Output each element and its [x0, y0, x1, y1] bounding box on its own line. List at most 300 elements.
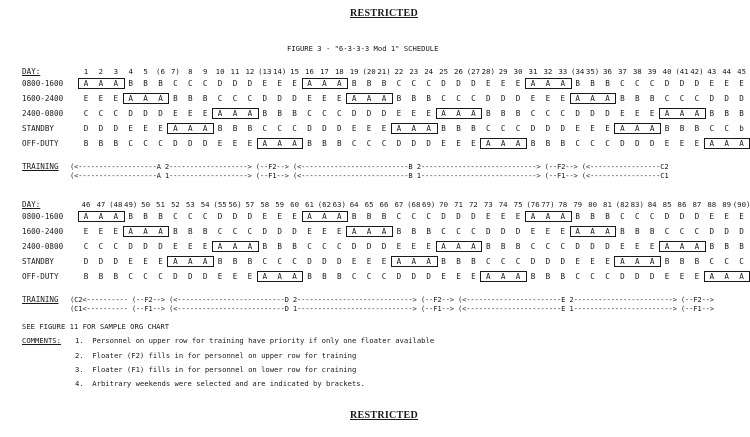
shift-cell: A — [560, 79, 566, 88]
shift-cell: A — [83, 79, 89, 88]
shift-cell: C — [277, 257, 282, 266]
shift-cell: E — [441, 272, 446, 281]
shift-cell: B — [575, 79, 580, 88]
shift-cell: E — [98, 94, 104, 103]
shift-cell: A — [605, 227, 610, 236]
shift-cell: E — [486, 212, 491, 221]
shift-cell: C — [649, 79, 655, 88]
shift-cell: B — [113, 272, 119, 281]
shift-cell: A — [232, 242, 238, 251]
shift-cell: E — [173, 242, 178, 251]
shift-cell: C — [143, 139, 148, 148]
shift-cell: B — [217, 257, 223, 266]
shift-cell: C — [128, 272, 133, 281]
figure-title: FIGURE 3 - "6-3-3-3 Mod 1" SCHEDULE — [287, 44, 439, 53]
shift-cell: B — [605, 79, 610, 88]
shift-cell: D — [158, 242, 163, 251]
bracket-box — [525, 211, 572, 222]
shift-cell: E — [635, 242, 640, 251]
shift-cell: D — [247, 212, 253, 221]
comment-4: 4. Arbitrary weekends were selected and are indicated by brackets. — [75, 379, 365, 388]
shift-cell: A — [709, 272, 715, 281]
shift-cell: C — [709, 124, 715, 133]
shift-cell: C — [560, 242, 566, 251]
day-number: 3 — [113, 67, 119, 76]
shift-cell: D — [635, 139, 640, 148]
shift-cell: A — [202, 257, 208, 266]
shift-cell: B — [158, 79, 163, 88]
shift-cell: A — [679, 242, 685, 251]
shift-cell: B — [396, 94, 402, 103]
day-number: 7) — [170, 67, 180, 76]
day-number: 77) — [541, 200, 555, 209]
shift-row-label: STANDBY — [22, 257, 55, 266]
shift-cell: A — [247, 242, 253, 251]
shift-cell: B — [441, 124, 446, 133]
shift-cell: A — [739, 139, 744, 148]
shift-cell: D — [471, 212, 476, 221]
shift-cell: A — [158, 94, 163, 103]
bracket-box — [167, 256, 214, 267]
bracket-box — [123, 93, 170, 104]
shift-cell: D — [396, 272, 402, 281]
day-number: 36 — [603, 67, 612, 76]
shift-cell: A — [545, 79, 551, 88]
shift-cell: A — [500, 272, 506, 281]
shift-cell: A — [98, 79, 104, 88]
shift-cell: E — [98, 227, 104, 236]
shift-cell: D — [277, 94, 282, 103]
day-number: 54 — [200, 200, 210, 209]
shift-cell: D — [486, 94, 491, 103]
shift-cell: A — [590, 227, 595, 236]
shift-cell: A — [486, 139, 491, 148]
shift-cell: B — [322, 272, 327, 281]
day-number: 49) — [124, 200, 138, 209]
shift-cell: C — [247, 227, 253, 236]
shift-cell: A — [635, 124, 640, 133]
day-number: (41 — [675, 67, 689, 76]
shift-cell: C — [456, 227, 461, 236]
shift-cell: B — [128, 79, 133, 88]
day-number: 1 — [83, 67, 89, 76]
shift-cell: B — [530, 272, 536, 281]
shift-cell: A — [411, 124, 417, 133]
shift-cell: A — [98, 212, 104, 221]
shift-cell: A — [694, 109, 700, 118]
shift-cell: C — [426, 212, 431, 221]
shift-cell: B — [292, 242, 297, 251]
shift-cell: D — [411, 272, 417, 281]
shift-cell: E — [679, 139, 685, 148]
bracket-box — [704, 271, 750, 282]
shift-cell: C — [366, 139, 372, 148]
shift-cell: B — [411, 94, 417, 103]
shift-cell: D — [396, 139, 402, 148]
day-number: 86 — [677, 200, 687, 209]
shift-cell: E — [724, 79, 729, 88]
shift-cell: B — [620, 227, 625, 236]
shift-cell: A — [635, 257, 640, 266]
shift-cell: B — [366, 79, 372, 88]
shift-cell: C — [515, 257, 521, 266]
shift-cell: D — [292, 227, 297, 236]
shift-cell: A — [217, 109, 223, 118]
shift-cell: B — [83, 272, 89, 281]
shift-cell: A — [158, 227, 163, 236]
shift-row-label: 1600-2400 — [22, 227, 64, 236]
shift-cell: D — [500, 227, 506, 236]
bracket-box — [570, 93, 617, 104]
shift-row-label: 1600-2400 — [22, 94, 64, 103]
day-number: 88 — [707, 200, 717, 209]
shift-cell: A — [337, 212, 342, 221]
day-number: (6 — [156, 67, 165, 76]
shift-cell: E — [411, 109, 417, 118]
day-number: 57 — [245, 200, 255, 209]
training-line: (C2<---------- (--F2--> (<--------------------------D 2----------------------------> (--F2--> (<-----------------------E 2------------------------> (--F2--> — [70, 295, 714, 304]
shift-cell: E — [292, 212, 297, 221]
shift-cell: C — [590, 272, 595, 281]
shift-cell: C — [590, 139, 595, 148]
day-number: (90) — [732, 200, 750, 209]
shift-cell: D — [98, 124, 104, 133]
shift-cell: C — [486, 257, 491, 266]
shift-cell: D — [128, 242, 133, 251]
shift-row-label: 2400-0800 — [22, 109, 64, 118]
shift-cell: C — [202, 212, 208, 221]
day-number: 60 — [290, 200, 300, 209]
shift-cell: C — [500, 257, 506, 266]
day-number: 10 — [215, 67, 225, 76]
shift-cell: C — [188, 212, 193, 221]
shift-cell: E — [202, 109, 208, 118]
day-number: 63) — [332, 200, 346, 209]
shift-cell: E — [232, 272, 238, 281]
shift-cell: E — [724, 212, 729, 221]
shift-cell: C — [381, 272, 387, 281]
shift-cell: A — [724, 139, 729, 148]
shift-cell: C — [694, 94, 700, 103]
shift-cell: C — [545, 242, 551, 251]
day-number: 21) — [377, 67, 391, 76]
shift-cell: E — [232, 139, 238, 148]
shift-cell: C — [381, 139, 387, 148]
day-number: (82 — [615, 200, 630, 209]
shift-cell: B — [98, 272, 104, 281]
bracket-box — [123, 226, 170, 237]
shift-cell: E — [605, 124, 610, 133]
shift-cell: C — [530, 109, 536, 118]
shift-cell: D — [739, 227, 744, 236]
shift-cell: D — [575, 242, 580, 251]
shift-cell: C — [232, 94, 238, 103]
day-number: 24 — [424, 67, 434, 76]
bracket-box — [257, 138, 304, 149]
shift-cell: B — [202, 94, 208, 103]
shift-cell: B — [366, 212, 372, 221]
shift-cell: A — [396, 124, 402, 133]
shift-cell: E — [694, 139, 700, 148]
shift-cell: D — [664, 79, 670, 88]
day-number: 28) — [481, 67, 495, 76]
bracket-box — [78, 78, 125, 89]
shift-cell: E — [158, 124, 163, 133]
day-number: 84 — [647, 200, 657, 209]
shift-row-label: OFF-DUTY — [22, 272, 59, 281]
day-number: 45 — [737, 67, 747, 76]
shift-cell: A — [411, 257, 417, 266]
bracket-box — [391, 256, 438, 267]
day-number: 2 — [98, 67, 104, 76]
shift-cell: B — [173, 227, 178, 236]
shift-cell: E — [262, 79, 268, 88]
shift-cell: D — [337, 257, 342, 266]
shift-cell: C — [322, 242, 327, 251]
shift-cell: D — [366, 109, 372, 118]
shift-cell: D — [664, 212, 670, 221]
shift-cell: B — [560, 272, 566, 281]
shift-row-label: STANDBY — [22, 124, 55, 133]
shift-cell: D — [232, 212, 238, 221]
shift-cell: E — [322, 227, 327, 236]
shift-cell: B — [247, 257, 253, 266]
shift-cell: D — [202, 139, 208, 148]
shift-cell: B — [426, 94, 431, 103]
day-number: 16 — [305, 67, 314, 76]
shift-cell: C — [337, 242, 342, 251]
day-number: 64 — [349, 200, 359, 209]
day-number: 9 — [202, 67, 208, 76]
shift-cell: E — [381, 257, 387, 266]
shift-cell: B — [545, 272, 551, 281]
shift-cell: E — [620, 242, 625, 251]
shift-cell: D — [98, 257, 104, 266]
shift-row-label: 0800-1600 — [22, 79, 64, 88]
shift-cell: C — [411, 79, 417, 88]
shift-cell: A — [664, 109, 670, 118]
day-number: 33 — [558, 67, 568, 76]
shift-cell: C — [560, 109, 566, 118]
shift-cell: C — [307, 242, 312, 251]
shift-cell: E — [307, 227, 312, 236]
shift-cell: E — [351, 124, 357, 133]
shift-cell: B — [620, 94, 625, 103]
day-number: 42) — [690, 67, 704, 76]
day-number: 39 — [647, 67, 657, 76]
shift-cell: B — [605, 212, 610, 221]
shift-cell: A — [620, 257, 625, 266]
shift-cell: E — [247, 139, 253, 148]
shift-cell: D — [471, 79, 476, 88]
shift-cell: D — [143, 109, 148, 118]
shift-cell: A — [292, 139, 297, 148]
bracket-box — [704, 138, 750, 149]
shift-cell: B — [456, 257, 461, 266]
shift-cell: B — [232, 124, 238, 133]
shift-cell: D — [694, 212, 700, 221]
shift-cell: D — [411, 139, 417, 148]
shift-cell: B — [590, 212, 595, 221]
shift-cell: D — [292, 94, 297, 103]
day-number: 38 — [632, 67, 642, 76]
day-number: 71 — [454, 200, 463, 209]
shift-cell: C — [158, 272, 163, 281]
shift-cell: C — [471, 94, 476, 103]
shift-cell: D — [605, 242, 610, 251]
shift-cell: E — [83, 94, 89, 103]
shift-cell: A — [322, 79, 327, 88]
shift-cell: C — [679, 227, 685, 236]
shift-cell: E — [530, 94, 536, 103]
footer-classification: RESTRICTED — [350, 410, 419, 421]
day-number: 66 — [379, 200, 389, 209]
shift-cell: E — [575, 257, 580, 266]
shift-cell: E — [292, 79, 297, 88]
day-number: 23 — [409, 67, 419, 76]
day-number: 75 — [513, 200, 523, 209]
shift-cell: A — [173, 257, 178, 266]
shift-cell: D — [560, 124, 566, 133]
shift-cell: E — [545, 227, 551, 236]
bracket-box — [659, 108, 706, 119]
shift-cell: B — [694, 124, 700, 133]
shift-cell: C — [158, 139, 163, 148]
shift-cell: A — [366, 227, 372, 236]
shift-cell: D — [456, 79, 461, 88]
shift-cell: B — [664, 257, 670, 266]
shift-cell: C — [217, 227, 223, 236]
shift-cell: E — [486, 79, 491, 88]
shift-cell: E — [188, 242, 193, 251]
comment-3: 3. Floater (F1) fills in for personnel on lower row for craining — [75, 365, 357, 374]
day-number: 25 — [439, 67, 449, 76]
shift-cell: A — [277, 272, 282, 281]
shift-cell: D — [262, 94, 268, 103]
shift-cell: A — [396, 257, 402, 266]
shift-cell: C — [113, 109, 119, 118]
shift-cell: C — [709, 257, 715, 266]
shift-cell: A — [471, 109, 476, 118]
shift-cell: C — [337, 109, 342, 118]
shift-cell: A — [679, 109, 685, 118]
shift-cell: E — [649, 109, 655, 118]
day-number: 58 — [260, 200, 270, 209]
shift-cell: C — [426, 79, 431, 88]
shift-cell: A — [322, 212, 327, 221]
shift-cell: B — [337, 139, 342, 148]
shift-cell: C — [545, 109, 551, 118]
shift-cell: A — [664, 242, 670, 251]
shift-cell: B — [277, 109, 282, 118]
shift-cell: D — [232, 79, 238, 88]
shift-cell: E — [277, 79, 282, 88]
shift-cell: D — [500, 94, 506, 103]
day-number: (48 — [109, 200, 123, 209]
shift-cell: D — [694, 79, 700, 88]
shift-cell: D — [143, 242, 148, 251]
shift-cell: A — [515, 139, 521, 148]
shift-cell: A — [188, 124, 193, 133]
shift-cell: B — [739, 109, 744, 118]
bracket-box — [346, 226, 393, 237]
shift-cell: D — [441, 212, 446, 221]
shift-cell: D — [426, 272, 431, 281]
shift-cell: E — [83, 227, 89, 236]
day-number: 8 — [188, 67, 193, 76]
comment-2: 2. Floater (F2) fills in for personnel on upper row for training — [75, 351, 357, 360]
training-line: (<-------------------A 1-------------------> (--F1--> (<--------------------------B 1----------------------------> (--F1--> (<-----------------C1 — [70, 171, 669, 180]
shift-cell: E — [381, 124, 387, 133]
bracket-box — [167, 123, 214, 134]
shift-cell: D — [322, 124, 327, 133]
shift-cell: A — [426, 257, 431, 266]
shift-cell: D — [217, 212, 223, 221]
shift-cell: E — [515, 212, 521, 221]
shift-cell: C — [605, 272, 610, 281]
shift-cell: E — [158, 257, 163, 266]
shift-cell: E — [262, 212, 268, 221]
shift-cell: b — [739, 124, 744, 133]
shift-cell: C — [411, 212, 417, 221]
shift-cell: C — [456, 94, 461, 103]
shift-cell: A — [351, 227, 357, 236]
comments-label: COMMENTS: — [22, 336, 61, 345]
shift-row-label: 0800-1600 — [22, 212, 64, 221]
shift-cell: E — [605, 257, 610, 266]
training-line: (<-------------------A 2-------------------> (--F2--> (<--------------------------B 2----------------------------> (--F2--> (<-----------------C2 — [70, 162, 669, 171]
shift-cell: A — [277, 139, 282, 148]
day-number: 70 — [439, 200, 449, 209]
shift-cell: A — [202, 124, 208, 133]
shift-cell: D — [649, 272, 655, 281]
shift-cell: A — [351, 94, 357, 103]
shift-cell: A — [247, 109, 253, 118]
shift-cell: C — [366, 272, 372, 281]
day-number: 65 — [364, 200, 374, 209]
shift-cell: A — [441, 242, 446, 251]
shift-cell: E — [739, 79, 744, 88]
shift-cell: D — [709, 227, 715, 236]
shift-cell: A — [605, 94, 610, 103]
shift-cell: C — [262, 257, 268, 266]
day-number: 18 — [334, 67, 344, 76]
shift-cell: B — [307, 139, 312, 148]
shift-cell: C — [605, 139, 610, 148]
shift-cell: A — [366, 94, 372, 103]
day-number: 67 — [394, 200, 404, 209]
shift-cell: A — [575, 227, 580, 236]
shift-cell: D — [307, 124, 312, 133]
shift-cell: B — [262, 109, 268, 118]
bracket-box — [212, 108, 259, 119]
shift-cell: D — [575, 109, 580, 118]
shift-cell: D — [530, 257, 536, 266]
shift-cell: C — [232, 227, 238, 236]
shift-cell: D — [173, 139, 178, 148]
shift-cell: E — [635, 109, 640, 118]
shift-cell: B — [411, 227, 417, 236]
shift-cell: B — [471, 257, 476, 266]
shift-cell: D — [649, 139, 655, 148]
shift-cell: E — [500, 79, 506, 88]
shift-cell: B — [351, 212, 357, 221]
day-number: 19 — [349, 67, 359, 76]
day-number: 40 — [662, 67, 672, 76]
shift-cell: B — [262, 242, 268, 251]
bracket-box — [570, 226, 617, 237]
shift-cell: D — [590, 109, 595, 118]
